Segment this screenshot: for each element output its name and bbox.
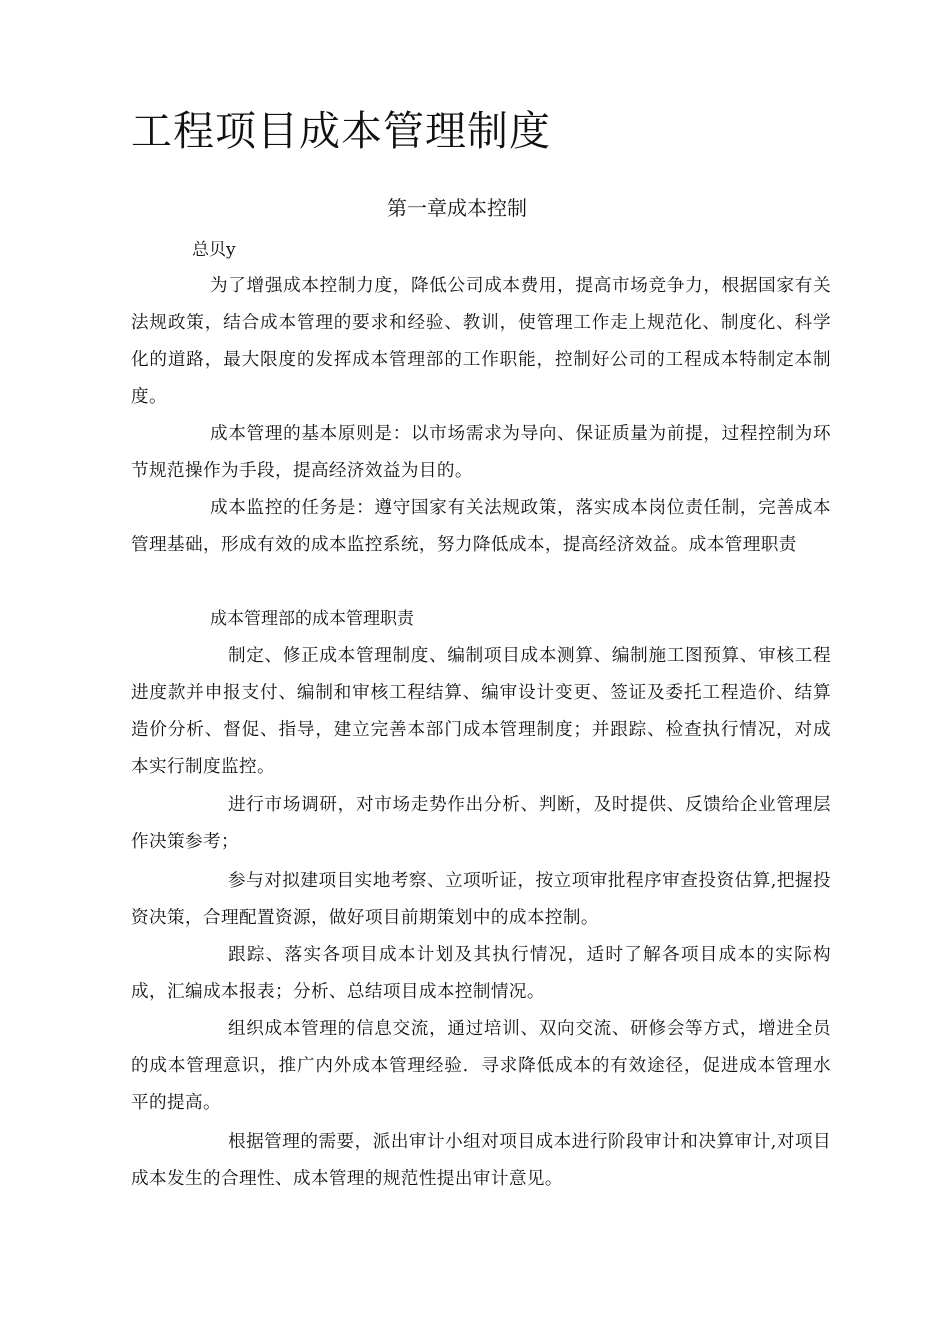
duty-item: 参与对拟建项目实地考察、立项听证，按立项审批程序审查投资估算,把握投资决策，合理配置资源，做好项目前期策划中的成本控制。 <box>131 871 831 928</box>
paragraph-principles: 成本管理的基本原则是：以市场需求为导向、保证质量为前提，过程控制为环节规范操作为手段，提高经济效益为目的。 <box>131 424 831 481</box>
document-title: 工程项目成本管理制度 <box>131 107 551 155</box>
duty-item: 组织成本管理的信息交流，通过培训、双向交流、研修会等方式，增进全员的成本管理意识，推广内外成本管理经验．寻求降低成本的有效途径，促进成本管理水平的提高。 <box>131 1019 831 1113</box>
paragraph-purpose: 为了增强成本控制力度，降低公司成本费用，提高市场竞争力，根据国家有关法规政策，结合成本管理的要求和经验、教训，使管理工作走上规范化、制度化、科学化的道路，最大限度的发挥成本管理部的工作职能，控制好公司的工程成本特制定本制度。 <box>131 276 831 407</box>
section-heading-dept-duties: 成本管理部的成本管理职责 <box>210 609 414 629</box>
duty-item: 制定、修正成本管理制度、编制项目成本测算、编制施工图预算、审核工程进度款并申报支付、编制和审核工程结算、编审设计变更、签证及委托工程造价、结算造价分析、督促、指导，建立完善本部门成本管理制度；并跟踪、检查执行情况，对成本实行制度监控。 <box>131 646 831 777</box>
chapter-title: 第一章成本控制 <box>387 196 527 220</box>
duty-item: 跟踪、落实各项目成本计划及其执行情况，适时了解各项目成本的实际构成，汇编成本报表；分析、总结项目成本控制情况。 <box>131 945 831 1002</box>
section-heading-general: 总贝y <box>192 240 236 260</box>
duty-item: 根据管理的需要，派出审计小组对项目成本进行阶段审计和决算审计,对项目成本发生的合理性、成本管理的规范性提出审计意见。 <box>131 1132 831 1189</box>
paragraph-tasks: 成本监控的任务是：遵守国家有关法规政策，落实成本岗位责任制，完善成本管理基础，形成有效的成本监控系统，努力降低成本，提高经济效益。成本管理职责 <box>131 498 831 555</box>
duty-item: 进行市场调研，对市场走势作出分析、判断，及时提供、反馈给企业管理层作决策参考； <box>131 795 831 852</box>
